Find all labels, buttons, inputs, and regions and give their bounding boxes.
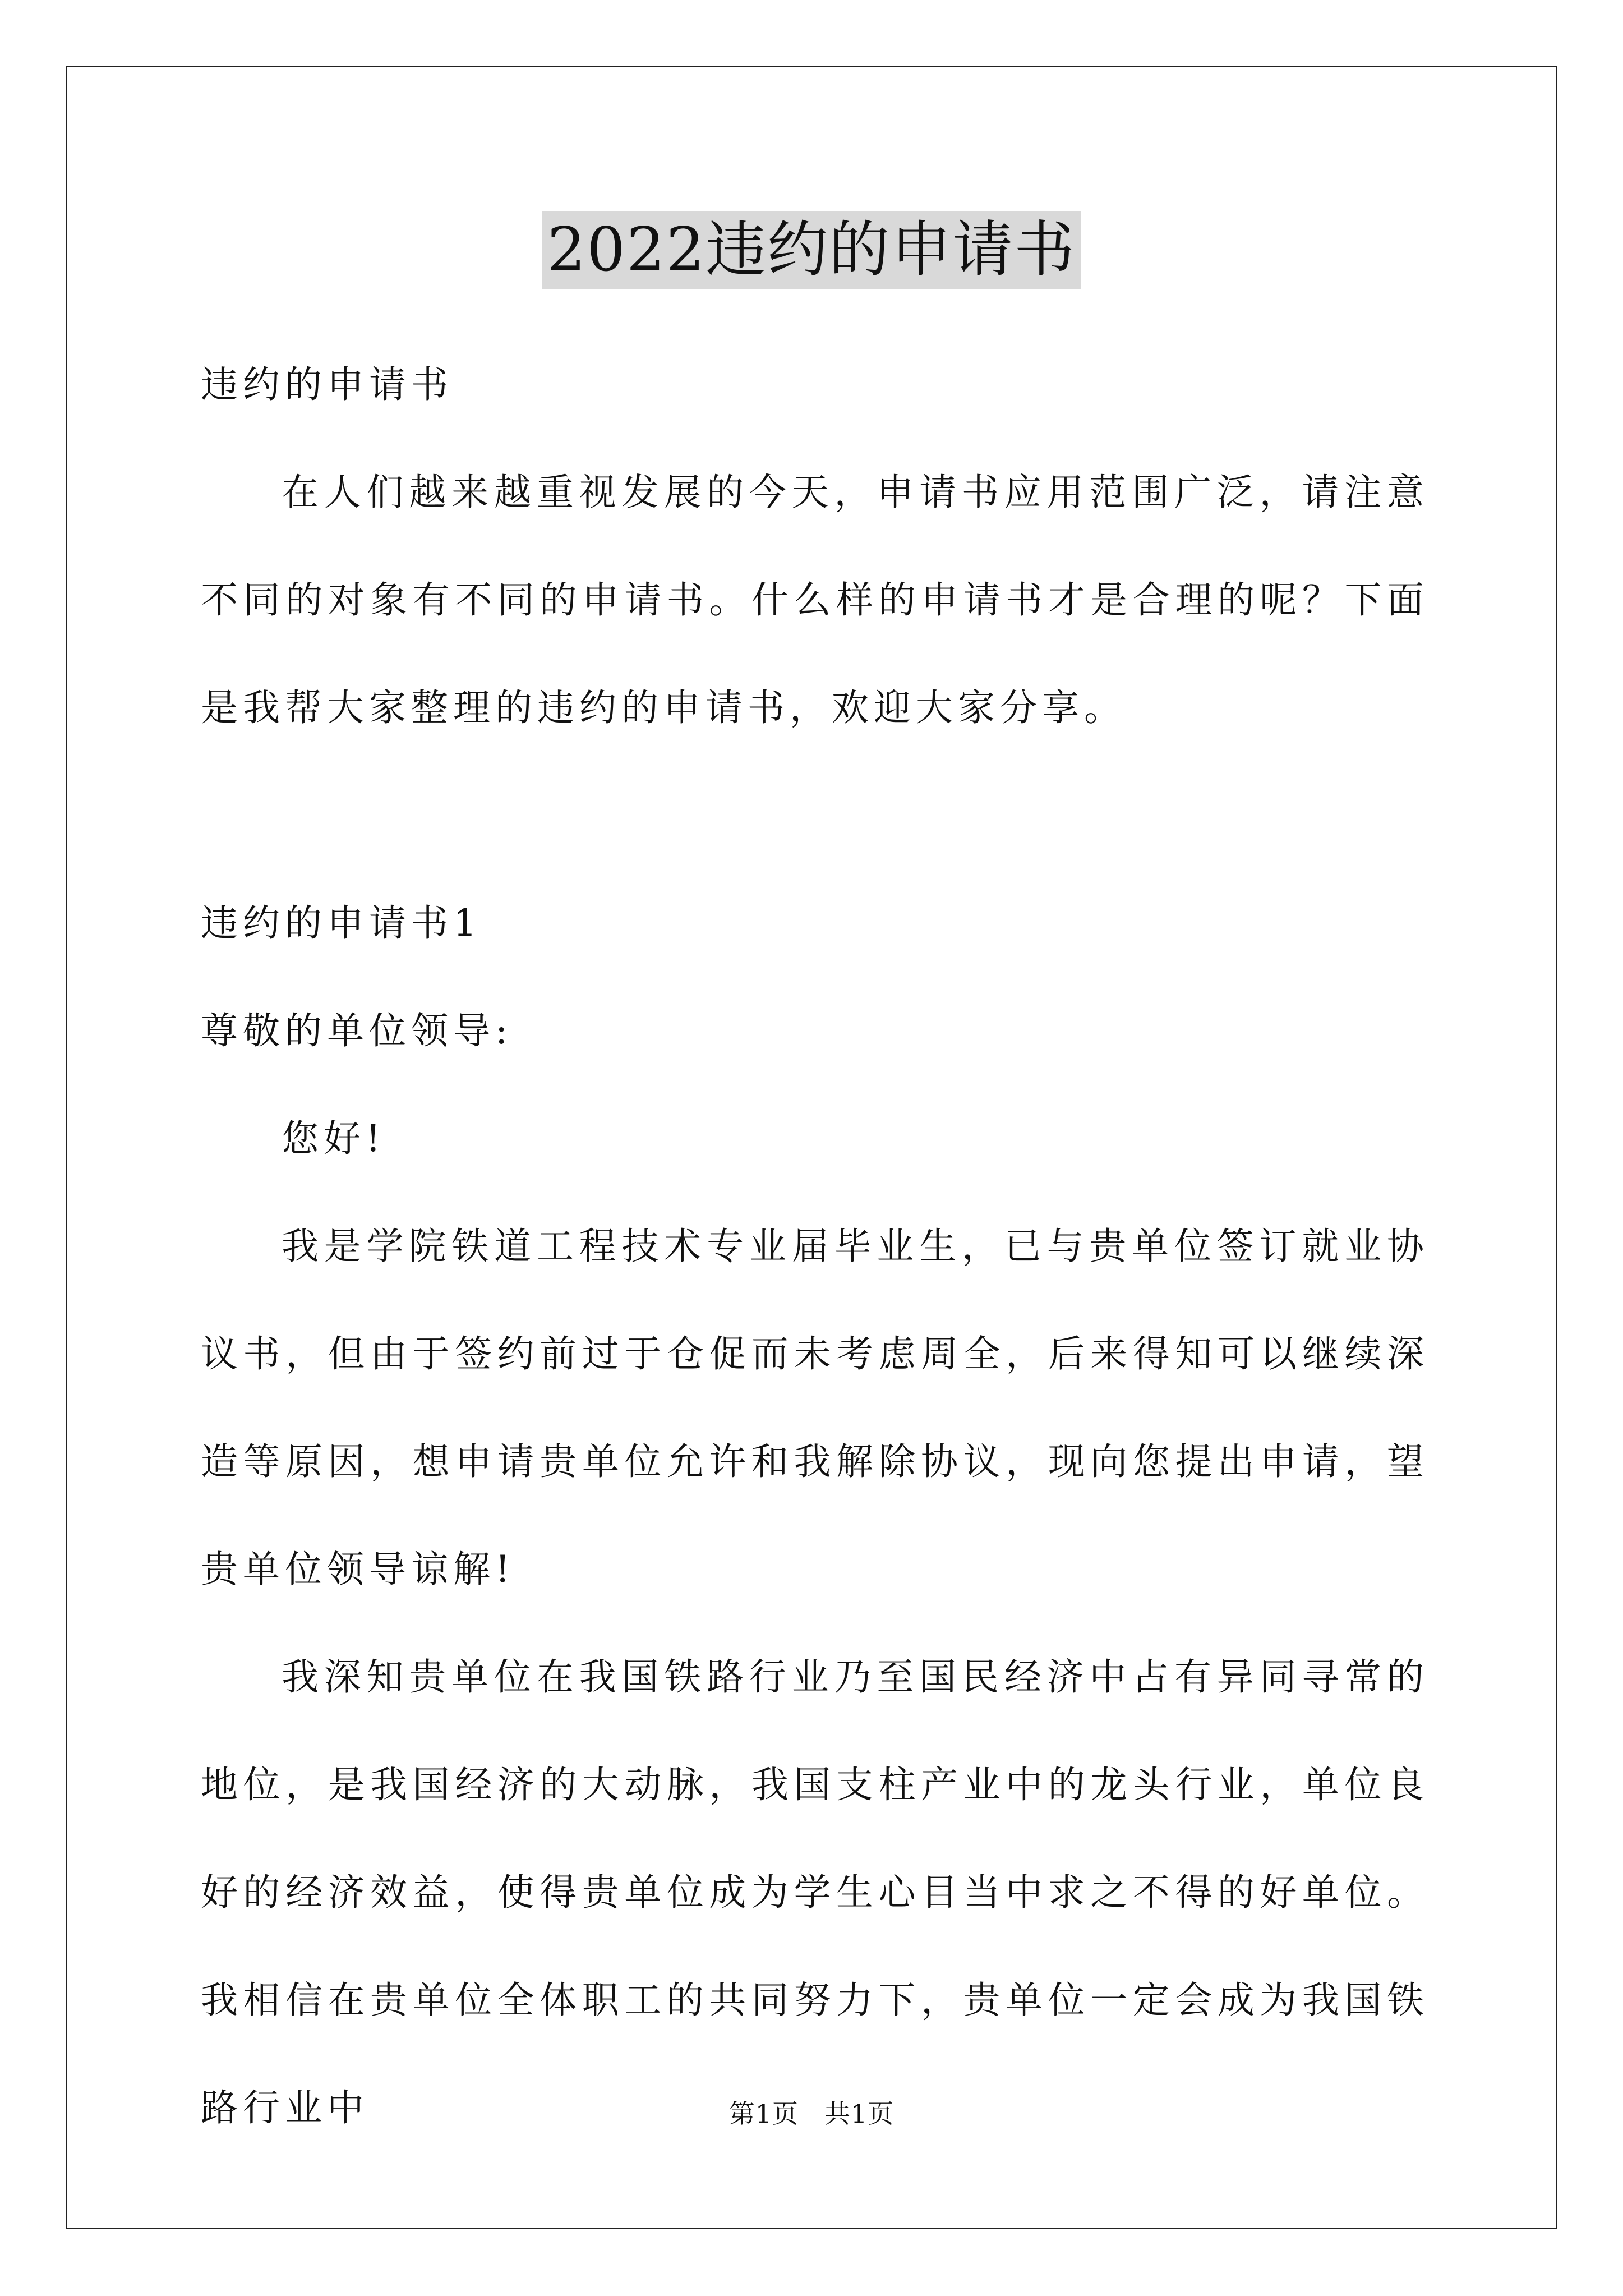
body-paragraph: 我深知贵单位在我国铁路行业乃至国民经济中占有异同寻常的地位，是我国经济的大动脉，我国支柱产业中的龙头行业，单位良好的经济效益，使得贵单位成为学生心目当中求之不得的好单位。我相信在贵单位全体职工的共同努力下，贵单位一定会成为我国铁路行业中 bbox=[201, 1655, 1429, 2129]
salutation: 尊敬的单位领导: bbox=[201, 1009, 513, 1052]
section-heading: 违约的申请书 bbox=[201, 363, 453, 406]
spacer bbox=[201, 762, 1429, 869]
intro-paragraph: 在人们越来越重视发展的今天，申请书应用范围广泛，请注意不同的对象有不同的申请书。什么样的申请书才是合理的呢？下面是我帮大家整理的违约的申请书，欢迎大家分享。 bbox=[201, 471, 1429, 729]
letter-heading: 违约的申请书1 bbox=[201, 901, 482, 945]
title-container bbox=[0, 211, 1623, 289]
document-title: 2022违约的申请书 bbox=[542, 211, 1082, 289]
page-footer bbox=[0, 2097, 1623, 2131]
document-body bbox=[201, 331, 1429, 2162]
page-number: 第1页 bbox=[728, 2099, 799, 2129]
body-paragraph: 我是学院铁道工程技术专业届毕业生，已与贵单位签订就业协议书，但由于签约前过于仓促而未考虑周全，后来得知可以继续深造等原因，想申请贵单位允许和我解除协议，现向您提出申请，望贵单位领导谅解! bbox=[201, 1225, 1429, 1591]
page-total: 共1页 bbox=[824, 2099, 895, 2129]
greeting: 您好! bbox=[282, 1117, 386, 1160]
